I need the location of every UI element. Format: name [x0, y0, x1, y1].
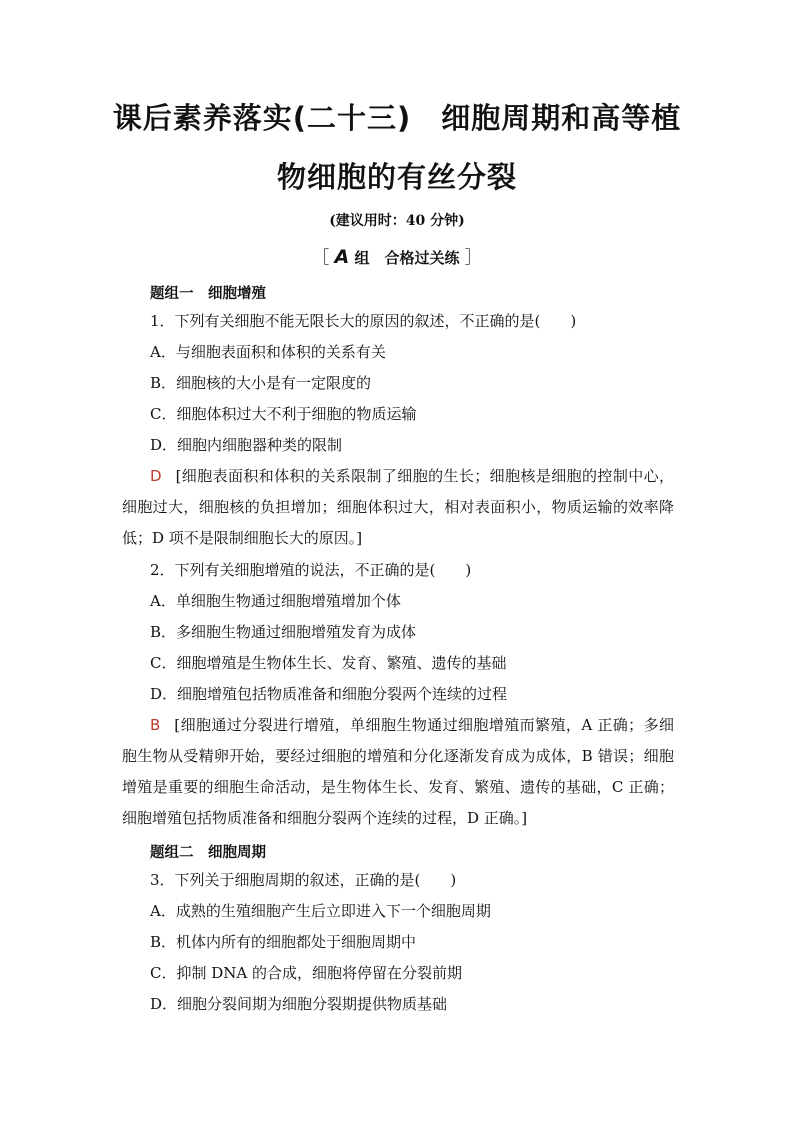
question-3-option-c: C．抑制 DNA 的合成，细胞将停留在分裂前期 [150, 964, 462, 982]
question-3-option-b: B．机体内所有的细胞都处于细胞周期中 [150, 933, 417, 951]
question-2-stem: 2．下列有关细胞增殖的说法，不正确的是( ) [150, 561, 472, 579]
question-1-option-b: B．细胞核的大小是有一定限度的 [150, 374, 372, 392]
question-1-option-c: C．细胞体积过大不利于细胞的物质运输 [150, 405, 417, 423]
group-bracket-right: ］ [464, 248, 482, 268]
group-label: 组 合格过关练 [354, 249, 460, 267]
page-title-line-2: 物细胞的有丝分裂 [276, 160, 517, 194]
question-3-stem: 3．下列关于细胞周期的叙述，正确的是( ) [150, 871, 457, 889]
group-banner [0, 243, 794, 268]
page-title-line-1: 课后素养落实(二十三) 细胞周期和高等植 [112, 101, 682, 135]
question-1-explanation-block [122, 461, 674, 554]
question-3-option-d: D．细胞分裂间期为细胞分裂期提供物质基础 [150, 995, 448, 1013]
question-2-option-c: C．细胞增殖是生物体生长、发育、繁殖、遗传的基础 [150, 654, 507, 672]
question-2-explanation-block [122, 710, 674, 834]
question-2-option-b: B．多细胞生物通过细胞增殖发育为成体 [150, 623, 417, 641]
question-3-option-a: A．成熟的生殖细胞产生后立即进入下一个细胞周期 [150, 902, 491, 920]
group-letter: A [334, 246, 350, 268]
question-1-stem: 1．下列有关细胞不能无限长大的原因的叙述，不正确的是( ) [150, 312, 577, 330]
question-1-option-d: D．细胞内细胞器种类的限制 [150, 436, 343, 454]
group-bracket-left: ［ [312, 248, 330, 268]
question-2-option-a: A．单细胞生物通过细胞增殖增加个体 [150, 592, 401, 610]
question-2-answer: B [150, 716, 161, 734]
question-2-explanation: [细胞通过分裂进行增殖，单细胞生物通过细胞增殖而繁殖，A 正确；多细胞生物从受精卵开始，要经过细胞的增殖和分化逐渐发育成为成体，B 错误；细胞增殖是重要的细胞生命活动，是生物体生长、发育、繁殖、遗传的基础，C 正确；细胞增殖包括物质准备和细胞分裂两个连续的过程，D 正确。] [122, 716, 674, 827]
suggested-time: (建议用时：40 分钟) [329, 213, 465, 229]
question-1-answer: D [150, 467, 162, 485]
question-1-explanation: [细胞表面积和体积的关系限制了细胞的生长；细胞核是细胞的控制中心，细胞过大，细胞核的负担增加；细胞体积过大，相对表面积小，物质运输的效率降低；D 项不是限制细胞长大的原因。] [122, 467, 674, 547]
section-heading-2: 题组二 细胞周期 [150, 845, 266, 861]
question-1-option-a: A．与细胞表面积和体积的关系有关 [150, 343, 386, 361]
question-2-option-d: D．细胞增殖包括物质准备和细胞分裂两个连续的过程 [150, 685, 508, 703]
section-heading-1: 题组一 细胞增殖 [150, 286, 266, 302]
